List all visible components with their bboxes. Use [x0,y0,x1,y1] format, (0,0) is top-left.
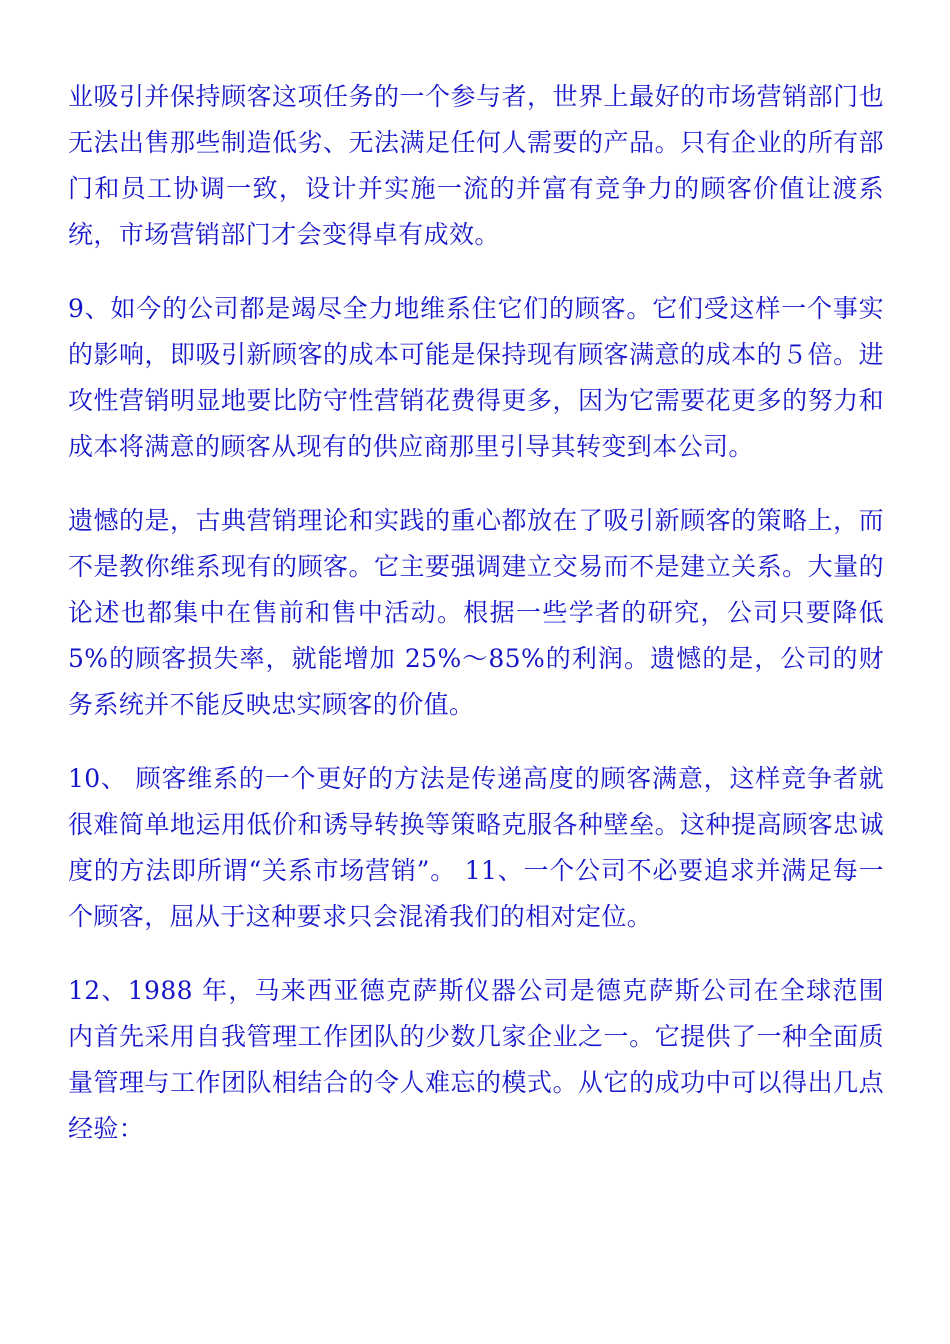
paragraph-item-12: 12、1988 年，马来西亚德克萨斯仪器公司是德克萨斯公司在全球范围内首先采用自我管理工作团队的少数几家企业之一。它提供了一种全面质量管理与工作团队相结合的令人难忘的模式。从它的成功中可以得出几点经验： [68,976,884,1143]
paragraph-item-10-11: 10、 顾客维系的一个更好的方法是传递高度的顾客满意，这样竞争者就很难简单地运用低价和诱导转换等策略克服各种壁垒。这种提高顾客忠诚度的方法即所谓“关系市场营销”。 11、一个公司不必要追求并满足每一个顾客，屈从于这种要求只会混淆我们的相对定位。 [68,764,884,931]
paragraph-item-9: 9、如今的公司都是竭尽全力地维系住它们的顾客。它们受这样一个事实的影响，即吸引新顾客的成本可能是保持现有顾客满意的成本的５倍。进攻性营销明显地要比防守性营销花费得更多，因为它需要花更多的努力和成本将满意的顾客从现有的供应商那里引导其转变到本公司。 [68,294,884,461]
paragraph-continuation: 业吸引并保持顾客这项任务的一个参与者，世界上最好的市场营销部门也无法出售那些制造低劣、无法满足任何人需要的产品。只有企业的所有部门和员工协调一致，设计并实施一流的并富有竞争力的顾客价值让渡系统，市场营销部门才会变得卓有成效。 [68,82,884,249]
paragraph-regret: 遗憾的是，古典营销理论和实践的重心都放在了吸引新顾客的策略上，而不是教你维系现有的顾客。它主要强调建立交易而不是建立关系。大量的论述也都集中在售前和售中活动。根据一些学者的研究，公司只要降低 5%的顾客损失率，就能增加 25%～85%的利润。遗憾的是，公司的财务系统并不能反映忠实顾客的价值。 [68,506,884,719]
